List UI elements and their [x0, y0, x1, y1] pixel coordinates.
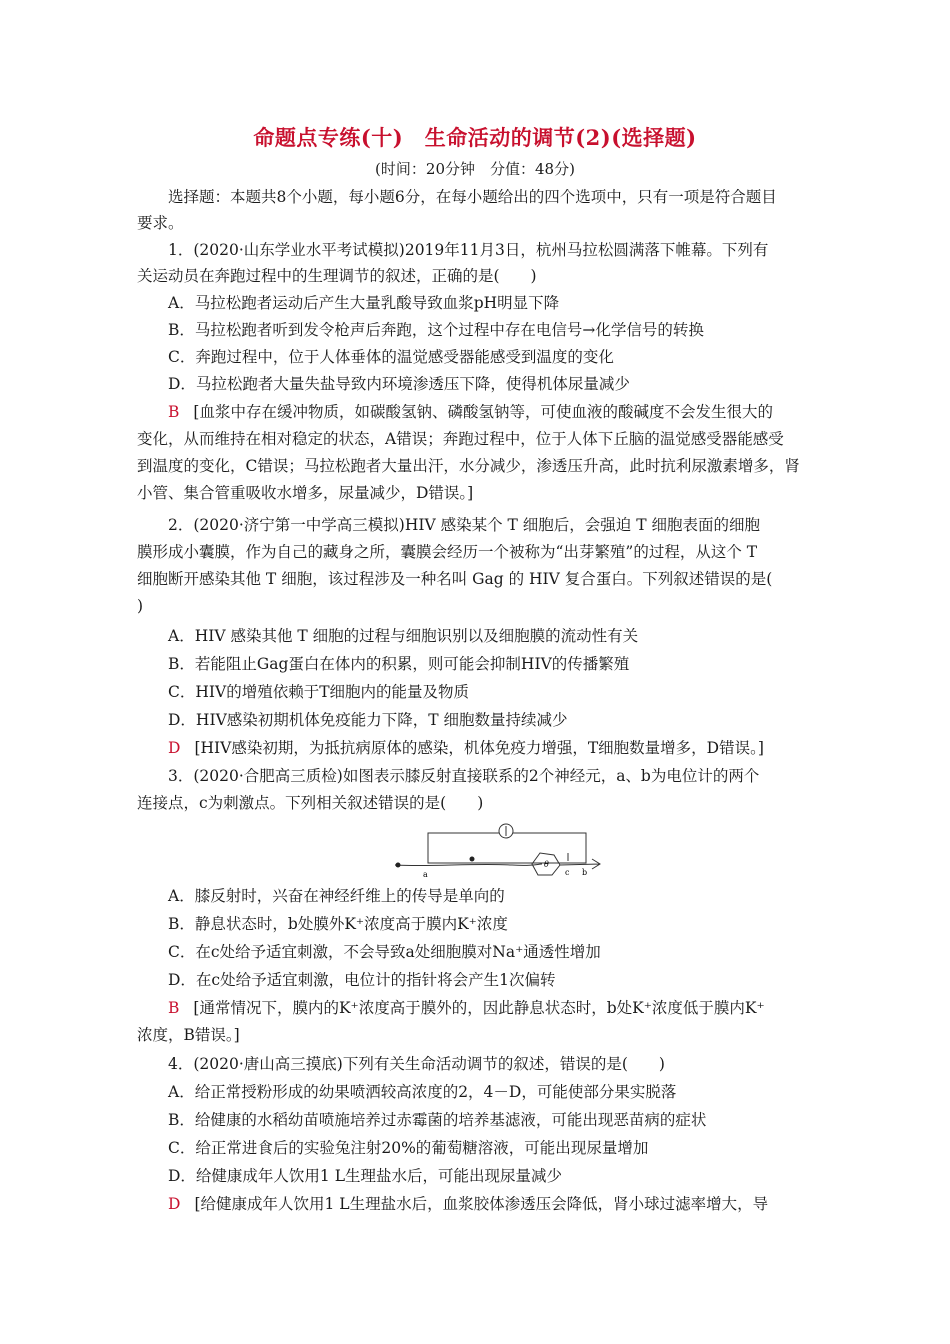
q3-option-d: D．在c处给予适宜刺激，电位计的指针将会产生1次偏转 [168, 971, 556, 989]
intro-line: 选择题：本题共8个小题，每小题6分，在每小题给出的四个选项中，只有一项是符合题目 [168, 188, 777, 206]
neuron-diagram [392, 823, 604, 879]
q3-stem: 3．(2020·合肥高三质检)如图表示膝反射直接联系的2个神经元，a、b为电位计的两个 [168, 767, 760, 785]
q2-option-c: C．HIV的增殖依赖于T细胞内的能量及物质 [168, 683, 470, 701]
q2-stem: 膜形成小囊膜，作为自己的藏身之所，囊膜会经历一个被称为“出芽繁殖”的过程，从这个 T [137, 543, 758, 561]
q2-stem: ) [137, 597, 144, 615]
q4-option-a: A．给正常授粉形成的幼果喷洒较高浓度的2，4－D，可能使部分果实脱落 [168, 1083, 677, 1101]
q3-explain: B [通常情况下，膜内的K⁺浓度高于膜外的，因此静息状态时，b处K⁺浓度低于膜内K⁺ [168, 999, 765, 1017]
q1-option-a: A．马拉松跑者运动后产生大量乳酸导致血浆pH明显下降 [168, 294, 560, 312]
q4-option-c: C．给正常进食后的实验兔注射20%的葡萄糖溶液，可能出现尿量增加 [168, 1139, 649, 1157]
label-a: a [423, 870, 428, 879]
q3-answer: B [168, 999, 180, 1017]
q1-explain: 到温度的变化，C错误；马拉松跑者大量出汗，水分减少，渗透压升高，此时抗利尿激素增多，肾 [137, 457, 800, 475]
q3-stem: 连接点，c为刺激点。下列相关叙述错误的是( ) [137, 794, 484, 812]
q4-option-b: B．给健康的水稻幼苗喷施培养过赤霉菌的培养基滤液，可能出现恶苗病的症状 [168, 1111, 707, 1129]
intro-line: 要求。 [137, 214, 184, 232]
q2-answer: D [168, 739, 181, 757]
q1-option-c: C．奔跑过程中，位于人体垂体的温觉感受器能感受到温度的变化 [168, 348, 614, 366]
q1-explain: 小管、集合管重吸收水增多，尿量减少，D错误。] [137, 484, 474, 502]
page-subtitle: (时间：20分钟 分值：48分) [375, 160, 575, 178]
svg-text:θ: θ [544, 860, 549, 869]
q1-explain: B [血浆中存在缓冲物质，如碳酸氢钠、磷酸氢钠等，可使血液的酸碱度不会发生很大的 [168, 403, 773, 421]
q1-stem: 1．(2020·山东学业水平考试模拟)2019年11月3日，杭州马拉松圆满落下帷幕。下列有 [168, 241, 769, 259]
q1-option-d: D．马拉松跑者大量失盐导致内环境渗透压下降，使得机体尿量减少 [168, 375, 630, 393]
q3-option-a: A．膝反射时，兴奋在神经纤维上的传导是单向的 [168, 887, 505, 905]
q2-option-b: B．若能阻止Gag蛋白在体内的积累，则可能会抑制HIV的传播繁殖 [168, 655, 630, 673]
q1-option-b: B．马拉松跑者听到发令枪声后奔跑，这个过程中存在电信号→化学信号的转换 [168, 321, 704, 339]
q3-option-b: B．静息状态时，b处膜外K⁺浓度高于膜内K⁺浓度 [168, 915, 508, 933]
q4-option-d: D．给健康成年人饮用1 L生理盐水后，可能出现尿量减少 [168, 1167, 563, 1185]
page-title: 命题点专练(十) 生命活动的调节(2)(选择题) [253, 125, 697, 150]
q2-stem: 细胞断开感染其他 T 细胞，该过程涉及一种名叫 Gag 的 HIV 复合蛋白。下列叙述错误的是( [137, 570, 773, 588]
label-c: c [565, 868, 570, 877]
q2-option-a: A．HIV 感染其他 T 细胞的过程与细胞识别以及细胞膜的流动性有关 [168, 627, 639, 645]
q4-stem: 4．(2020·唐山高三摸底)下列有关生命活动调节的叙述，错误的是( ) [168, 1055, 665, 1073]
q2-explain: D [HIV感染初期，为抵抗病原体的感染，机体免疫力增强，T细胞数量增多，D错误。] [168, 739, 764, 757]
label-b: b [582, 868, 588, 877]
q4-answer: D [168, 1195, 181, 1213]
q3-option-c: C．在c处给予适宜刺激，不会导致a处细胞膜对Na⁺通透性增加 [168, 943, 601, 961]
q1-stem: 关运动员在奔跑过程中的生理调节的叙述，正确的是( ) [137, 267, 537, 285]
q1-answer: B [168, 403, 180, 421]
q4-explain: D [给健康成年人饮用1 L生理盐水后，血浆胶体渗透压会降低，肾小球过滤率增大，导 [168, 1195, 769, 1213]
q2-stem: 2．(2020·济宁第一中学高三模拟)HIV 感染某个 T 细胞后，会强迫 T 细胞表面的细胞 [168, 516, 760, 534]
q1-explain: 变化，从而维持在相对稳定的状态，A错误；奔跑过程中，位于人体下丘脑的温觉感受器能感受 [137, 430, 784, 448]
q2-option-d: D．HIV感染初期机体免疫能力下降，T 细胞数量持续减少 [168, 711, 568, 729]
q3-explain: 浓度，B错误。] [137, 1026, 240, 1044]
